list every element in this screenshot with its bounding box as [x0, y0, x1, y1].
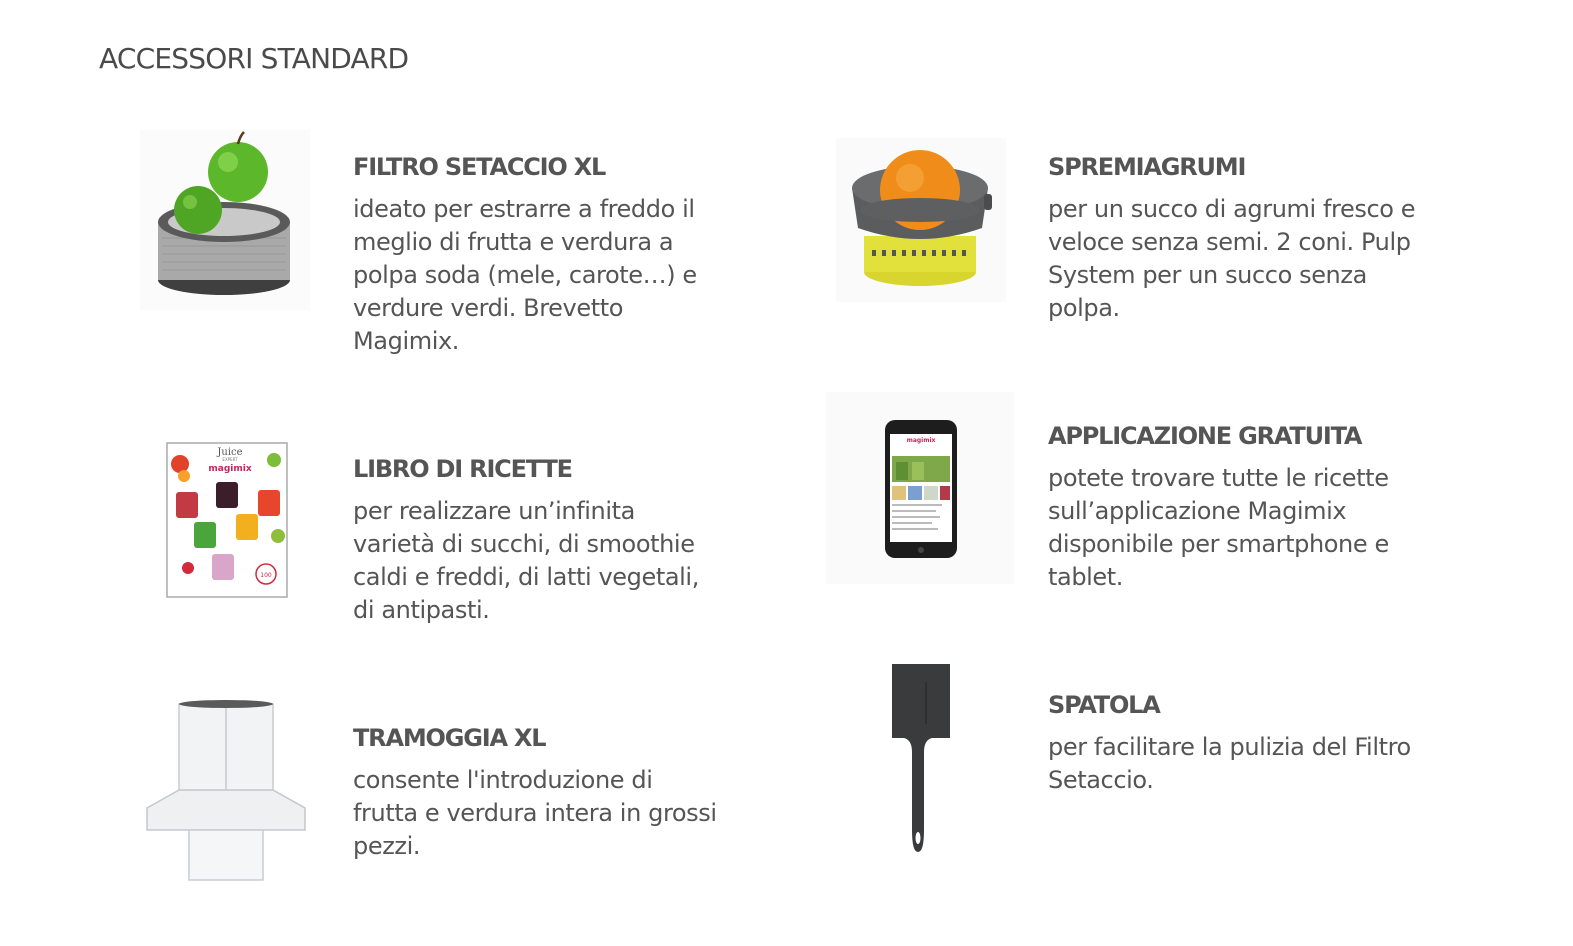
section-title: ACCESSORI STANDARD	[99, 42, 409, 75]
item-spatola	[1048, 691, 1418, 797]
item-description: per un succo di agrumi fresco e veloce senza semi. 2 coni. Pulp System per un succo senza polpa.	[1048, 195, 1416, 322]
app-brand: magimix	[906, 437, 936, 444]
item-tramoggia	[353, 724, 723, 863]
item-applicazione	[1048, 422, 1418, 594]
item-description: potete trovare tutte le ricette sull’applicazione Magimix disponibile per smartphone e tablet.	[1048, 464, 1389, 591]
recipe-book-image	[166, 442, 288, 598]
item-description: per realizzare un’infinita varietà di succhi, di smoothie caldi e freddi, di latti vegetali, di antipasti.	[353, 497, 699, 624]
item-title: SPATOLA	[1048, 691, 1160, 719]
sieve-filter-image	[140, 130, 310, 310]
book-subtitle: EXPERT	[222, 457, 238, 462]
item-libro-ricette	[353, 455, 723, 627]
citrus-press-image	[836, 138, 1006, 302]
spatula-image	[886, 660, 958, 856]
item-description: consente l'introduzione di frutta e verdura intera in grossi pezzi.	[353, 766, 717, 860]
item-description: ideato per estrarre a freddo il meglio di frutta e verdura a polpa soda (mele, carote…) e verdure verdi. Brevetto Magimix.	[353, 195, 697, 355]
item-title: APPLICAZIONE GRATUITA	[1048, 422, 1362, 450]
book-badge: 100	[260, 572, 272, 579]
item-title: SPREMIAGRUMI	[1048, 153, 1246, 181]
item-title: LIBRO DI RICETTE	[353, 455, 572, 483]
item-title: FILTRO SETACCIO XL	[353, 153, 606, 181]
item-title: TRAMOGGIA XL	[353, 724, 546, 752]
feed-tube-image	[143, 698, 309, 884]
item-description: per facilitare la pulizia del Filtro Setaccio.	[1048, 733, 1411, 794]
smartphone-app-image	[826, 392, 1014, 584]
book-title: Juice	[217, 447, 243, 458]
book-brand: magimix	[208, 464, 252, 474]
item-filtro-setaccio	[353, 153, 723, 358]
item-spremiagrumi	[1048, 153, 1418, 325]
